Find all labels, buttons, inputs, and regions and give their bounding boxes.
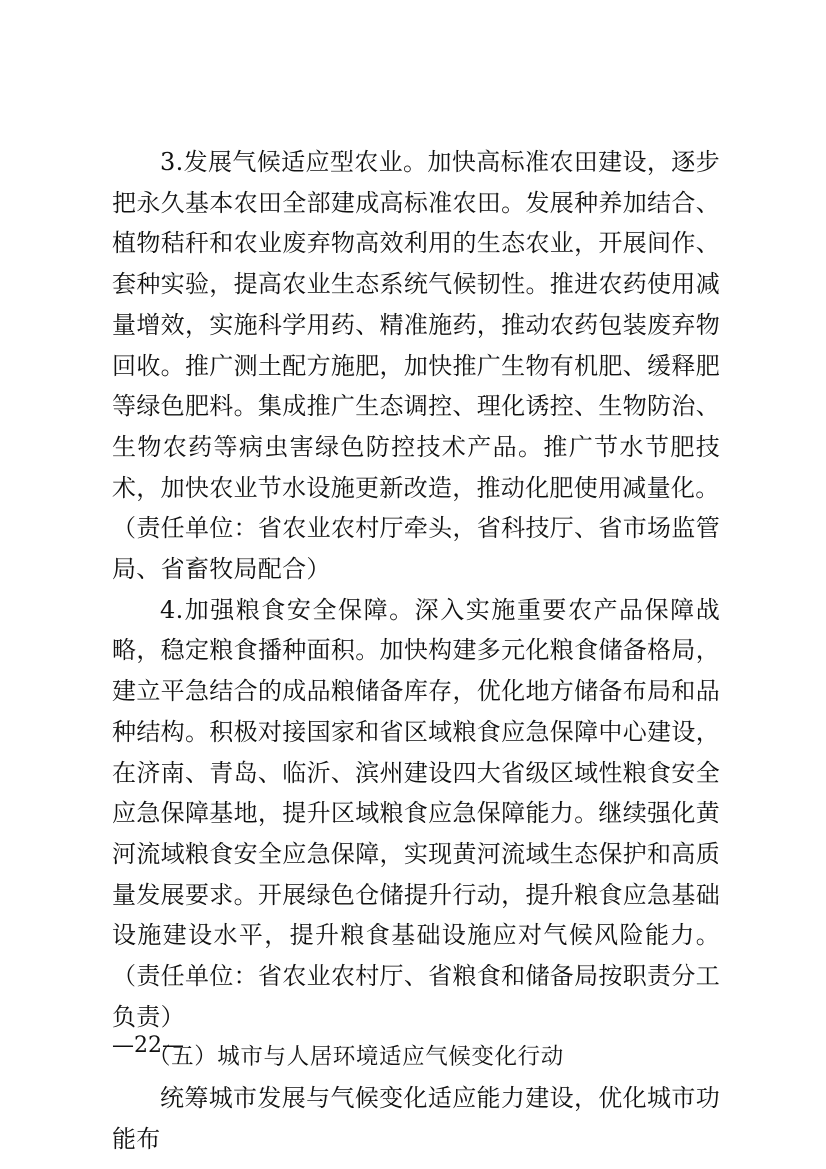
paragraph-food-security: 4.加强粮食安全保障。深入实施重要农产品保障战略，稳定粮食播种面积。加快构建多元化粮食储备格局，建立平急结合的成品粮储备库存，优化地方储备布局和品种结构。积极对接国家和省区域粮食应急保障中心建设，在济南、青岛、临沂、滨州建设四大省级区域性粮食安全应急保障基地，提升区域粮食应急保障能力。继续强化黄河流域粮食安全应急保障，实现黄河流域生态保护和高质量发展要求。开展绿色仓储提升行动，提升粮食应急基础设施建设水平，提升粮食基础设施应对气候风险能力。（责任单位：省农业农村厅、省粮食和储备局按职责分工负责） — [112, 595, 720, 1031]
paragraph-responsible-units-agriculture: （责任单位：省农业农村厅牵头，省科技厅、省市场监管局、省畜牧局配合） — [112, 514, 720, 584]
document-body — [112, 142, 720, 1160]
paragraph-agriculture: 3.发展气候适应型农业。加快高标准农田建设，逐步把永久基本农田全部建成高标准农田。发展种养加结合、植物秸秆和农业废弃物高效利用的生态农业，开展间作、套种实验，提高农业生态系统气候韧性。推进农药使用减量增效，实施科学用药、精准施药，推动农药包装废弃物回收。推广测土配方施肥，加快推广生物有机肥、缓释肥等绿色肥料。集成推广生态调控、理化诱控、生物防治、生物农药等病虫害绿色防控技术产品。推广节水节肥技术，加快农业节水设施更新改造，推动化肥使用减量化。 — [112, 148, 720, 502]
section-heading: （五）城市与人居环境适应气候变化行动 — [148, 1044, 564, 1071]
paragraph-urban: 统筹城市发展与气候变化适应能力建设，优化城市功能布 — [112, 1084, 720, 1153]
page-number: —22— — [112, 1033, 184, 1058]
